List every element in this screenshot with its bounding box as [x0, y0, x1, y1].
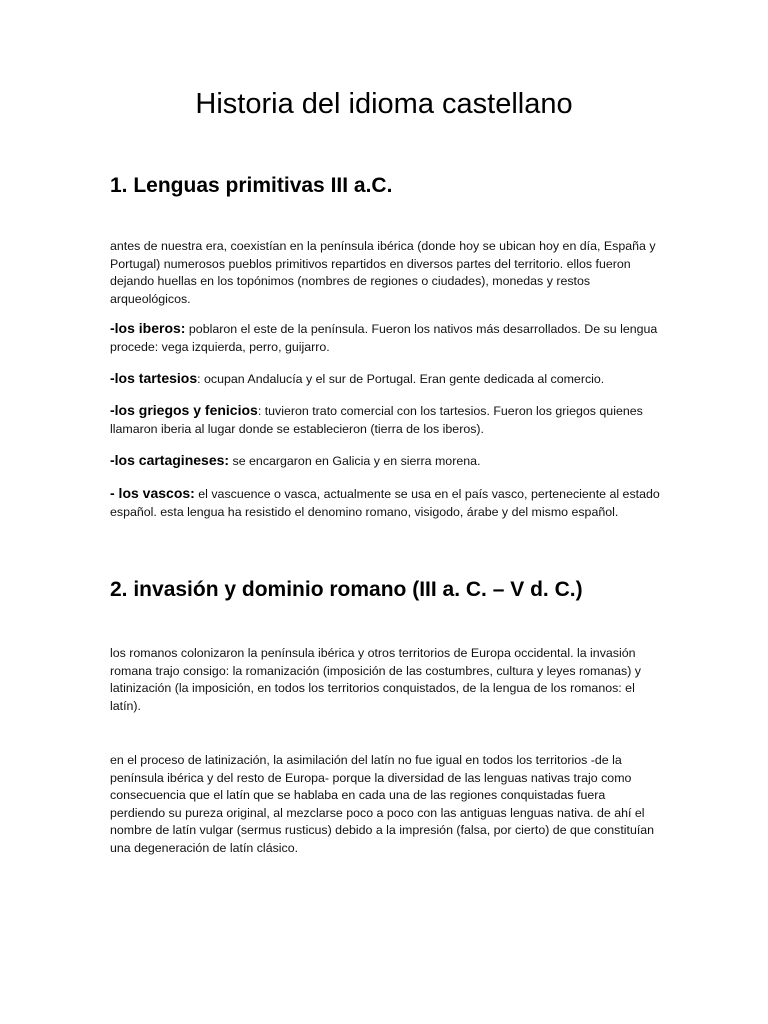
item-cartagineses	[110, 452, 662, 471]
document-title: Historia del idioma castellano	[195, 88, 573, 120]
item-tartesios-term: -los tartesios	[110, 370, 198, 386]
item-vascos-term: - los vascos:	[110, 485, 195, 501]
section-2-paragraph-2: en el proceso de latinización, la asimilación del latín no fue igual en todos los territorios -de la península ibérica y del resto de Europa- porque la diversidad de las lenguas nativas trajo como consecuencia que el latín que se hablaba en cada una de las regiones conquistadas fuera perdiendo su pureza original, al mezclarse poco a poco con las antiguas lenguas nativa. de ahí el nombre de latín vulgar (sermus rusticus) debido a la impresión (falsa, por cierto) de que constituían una degeneración de latín clásico.	[110, 753, 655, 855]
item-griegos-fenicios-text: : tuvieron trato comercial con los tartesios. Fueron los griegos quienes llamaron iberia al lugar donde se establecieron (tierra de los iberos).	[110, 404, 643, 436]
item-iberos-term: -los iberos:	[110, 320, 186, 336]
section-1-intro: antes de nuestra era, coexistían en la península ibérica (donde hoy se ubican hoy en día, España y Portugal) numerosos pueblos primitivos repartidos en diversos partes del territorio. ellos fueron dejando huellas en los topónimos (nombres de regiones o ciudades), monedas y restos arqueológicos.	[110, 239, 656, 306]
section-2-heading: 2. invasión y dominio romano (III a. C. – V d. C.)	[110, 578, 583, 601]
item-vascos-text: el vascuence o vasca, actualmente se usa en el país vasco, perteneciente al estado español. esta lengua ha resistido el denomino romano, visigodo, árabe y del mismo español.	[110, 487, 660, 519]
item-griegos-fenicios-term: -los griegos y fenicios	[110, 402, 258, 418]
item-vascos	[110, 485, 662, 521]
item-iberos	[110, 320, 662, 356]
item-iberos-text: poblaron el este de la península. Fueron los nativos más desarrollados. De su lengua procede: vega izquierda, perro, guijarro.	[110, 322, 658, 354]
section-1-heading: 1. Lenguas primitivas III a.C.	[110, 174, 393, 197]
item-tartesios-text: : ocupan Andalucía y el sur de Portugal. Eran gente dedicada al comercio.	[197, 372, 605, 386]
item-griegos-fenicios	[110, 402, 662, 438]
section-2-paragraph-1: los romanos colonizaron la península ibérica y otros territorios de Europa occidental. la invasión romana trajo consigo: la romanización (imposición de las costumbres, cultura y leyes romanas) y latinización (la imposición, en todos los territorios conquistados, de la lengua de los romanos: el latín).	[110, 646, 641, 713]
item-tartesios	[110, 370, 662, 389]
item-cartagineses-term: -los cartagineses:	[110, 452, 230, 468]
item-cartagineses-text: se encargaron en Galicia y en sierra morena.	[229, 454, 481, 468]
